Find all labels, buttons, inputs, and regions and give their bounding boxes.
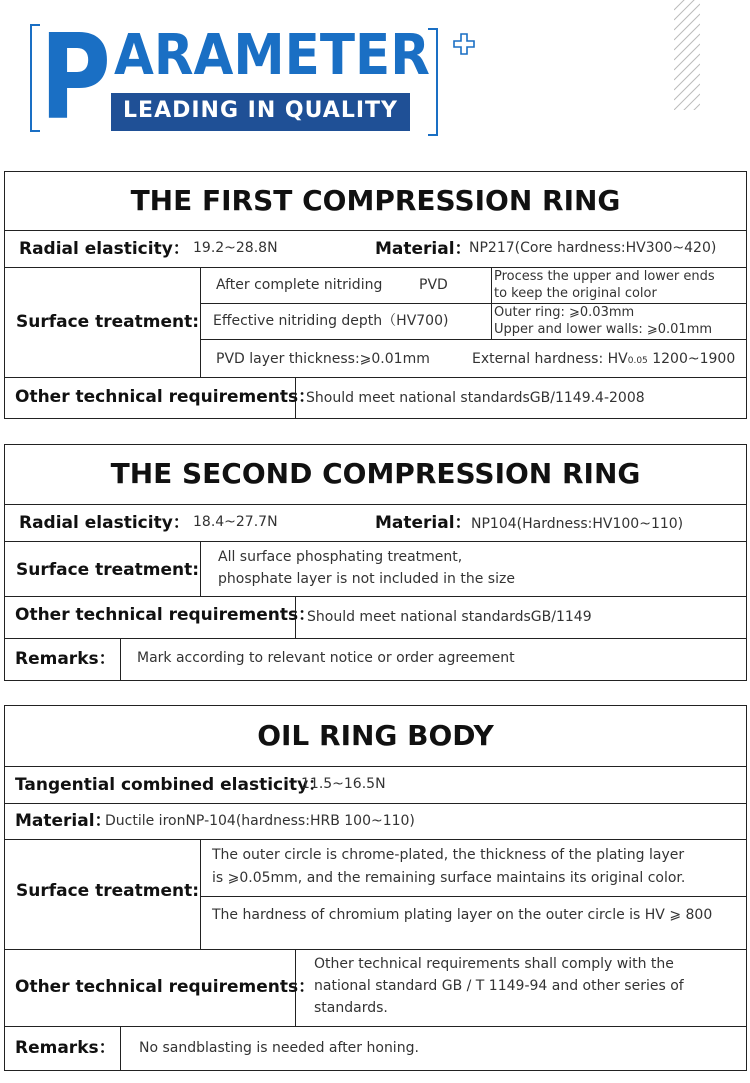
second-surface-line1: All surface phosphating treatment,	[218, 549, 463, 565]
second-material-label: Material：	[375, 513, 472, 533]
first-after-nitriding: After complete nitriding	[216, 277, 383, 293]
first-pvd: PVD	[419, 277, 448, 293]
first-external-hardness	[472, 351, 735, 368]
first-nitriding-depth: Effective nitriding depth（HV700)	[213, 313, 449, 329]
first-walls: Upper and lower walls: ⩾0.01mm	[494, 322, 713, 337]
second-surface-line2: phosphate layer is not included in the size	[218, 571, 515, 587]
oil-ring-title: OIL RING BODY	[257, 719, 494, 752]
oil-surface-line3: The hardness of chromium plating layer on the outer circle is HV ⩾ 800	[212, 907, 713, 923]
oil-remarks-value: No sandblasting is needed after honing.	[139, 1040, 419, 1056]
first-material-label: Material：	[375, 239, 472, 259]
logo-big-letter: P	[40, 8, 111, 146]
first-ext-hard-value: 1200~1900	[652, 351, 736, 367]
second-ring-table	[4, 444, 747, 681]
oil-other-line1: Other technical requirements shall comply with the	[314, 956, 674, 972]
first-ring-title: THE FIRST COMPRESSION RING	[130, 184, 621, 217]
oil-other-line2: national standard GB / T 1149-94 and other series of	[314, 978, 684, 994]
first-ext-hard-sub: 0.05	[627, 356, 648, 366]
second-other-value: Should meet national standardsGB/1149	[307, 609, 592, 625]
second-ring-title: THE SECOND COMPRESSION RING	[110, 457, 641, 490]
oil-surface-label: Surface treatment:	[16, 881, 200, 901]
oil-surface-line1: The outer circle is chrome-plated, the thickness of the plating layer	[212, 847, 685, 863]
first-radial-value: 19.2~28.8N	[193, 240, 278, 256]
first-material-value: NP217(Core hardness:HV300~420)	[469, 240, 717, 256]
first-ring-table	[4, 171, 747, 419]
oil-other-label: Other technical requirements：	[15, 977, 316, 997]
oil-tangential-value: 11.5~16.5N	[301, 776, 386, 792]
oil-material-label: Material：	[15, 811, 112, 831]
second-remarks-value: Mark according to relevant notice or order agreement	[137, 650, 515, 666]
first-process-ends-2: to keep the original color	[494, 286, 657, 301]
second-surface-label: Surface treatment:	[16, 560, 200, 580]
plus-icon	[452, 32, 476, 56]
oil-other-line3: standards.	[314, 1000, 388, 1016]
first-pvd-thickness: PVD layer thickness:⩾0.01mm	[216, 351, 430, 367]
oil-remarks-label: Remarks：	[15, 1038, 116, 1058]
oil-surface-line2: is ⩾0.05mm, and the remaining surface maintains its original color.	[212, 870, 686, 886]
decorative-hatch	[674, 0, 700, 110]
second-material-value: NP104(Hardness:HV100~110)	[471, 516, 684, 532]
second-other-label: Other technical requirements：	[15, 605, 316, 625]
bracket-left	[30, 24, 40, 132]
second-radial-value: 18.4~27.7N	[193, 514, 278, 530]
first-surface-label: Surface treatment:	[16, 312, 200, 332]
first-ext-hard-prefix: External hardness: HV	[472, 351, 628, 367]
oil-tangential-label: Tangential combined elasticity：	[15, 775, 326, 795]
oil-material-value: Ductile ironNP-104(hardness:HRB 100~110)	[105, 813, 415, 829]
first-other-label: Other technical requirements：	[15, 387, 316, 407]
first-process-ends-1: Process the upper and lower ends	[494, 269, 715, 284]
logo-word: ARAMETER	[114, 23, 430, 88]
slogan-text: LEADING IN QUALITY	[123, 98, 398, 123]
first-radial-label: Radial elasticity：	[19, 239, 190, 259]
second-radial-label: Radial elasticity：	[19, 513, 190, 533]
second-remarks-label: Remarks：	[15, 649, 116, 669]
first-outer-ring: Outer ring: ⩾0.03mm	[494, 305, 635, 320]
first-other-value: Should meet national standardsGB/1149.4-2008	[306, 390, 645, 406]
oil-ring-table	[4, 705, 747, 1071]
